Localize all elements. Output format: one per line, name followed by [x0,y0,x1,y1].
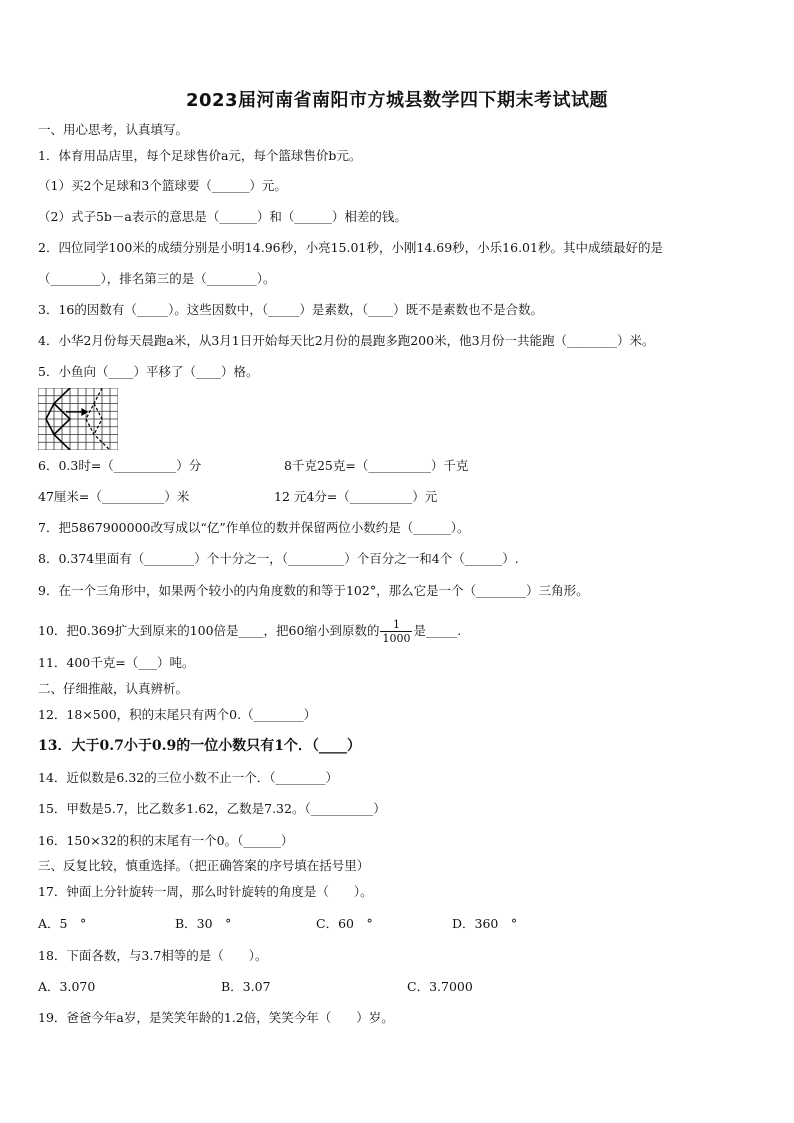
question-6-b: 8千克25克=（__________）千克 [284,458,469,473]
question-7: 7．把5867900000改写成以“亿”作单位的数并保留两位小数约是（______）。 [38,520,470,535]
section-1-heading: 一、用心思考，认真填写。 [38,122,189,137]
question-17-option-b: B．30 ° [175,916,232,931]
question-18-option-a: A．3.070 [38,979,96,994]
question-1-part-2: （2）式子5b－a表示的意思是（______）和（______）相差的钱。 [38,209,407,224]
question-17-option-c: C．60 ° [316,916,373,931]
question-18-option-c: C．3.7000 [407,979,473,994]
translation-arrow-icon [66,409,87,415]
question-15: 15．甲数是5.7，比乙数多1.62，乙数是7.32。（__________） [38,801,386,816]
question-1-part-1: （1）买2个足球和3个篮球要（______）元。 [38,178,287,193]
question-10-prefix: 10．把0.369扩大到原来的100倍是____，把60缩小到原数的 [38,623,380,638]
question-12: 12．18×500，积的末尾只有两个0.（________） [38,707,317,722]
question-4: 4．小华2月份每天晨跑a米，从3月1日开始每天比2月份的晨跑多跑200米，他3月份一共能跑（________）米。 [38,333,655,348]
question-11: 11．400千克=（___）吨。 [38,655,195,670]
question-8: 8．0.374里面有（________）个十分之一，（_________）个百分之一和4个（______）. [38,551,519,566]
question-18-option-b: B．3.07 [221,979,271,994]
question-6-c: 47厘米=（__________）米 [38,489,190,504]
fraction-numerator: 1 [380,618,412,632]
question-13: 13．大于0.7小于0.9的一位小数只有1个．（____） [38,738,361,754]
question-3: 3．16的因数有（_____）。这些因数中，（_____）是素数，（____）既不是素数也不是合数。 [38,302,544,317]
question-10 [38,618,461,645]
question-2-line-1: 2．四位同学100米的成绩分别是小明14.96秒，小亮15.01秒，小刚14.69秒，小乐16.01秒。其中成绩最好的是 [38,240,663,255]
question-6-a: 6．0.3时=（__________）分 [38,458,202,473]
fraction-one-thousandth [380,618,412,645]
section-2-heading: 二、仔细推敲，认真辨析。 [38,681,189,696]
question-6-d: 12 元4分=（__________）元 [274,489,438,504]
question-17: 17．钟面上分针旋转一周，那么时针旋转的角度是（ ）。 [38,884,373,899]
question-2-line-2: （________），排名第三的是（________）。 [38,271,276,286]
section-3-heading: 三、反复比较，慎重选择。（把正确答案的序号填在括号里） [38,858,370,873]
question-19: 19．爸爸今年a岁，是笑笑年龄的1.2倍，笑笑今年（ ）岁。 [38,1010,394,1025]
fraction-denominator: 1000 [382,632,411,645]
fish-translation-grid [38,388,118,450]
page-title: 2023届河南省南阳市方城县数学四下期末考试试题 [185,90,609,111]
question-10-suffix: 是_____. [413,623,462,638]
question-18: 18．下面各数，与3.7相等的是（ ）。 [38,948,268,963]
question-5: 5．小鱼向（____）平移了（____）格。 [38,364,259,379]
question-1: 1．体育用品店里，每个足球售价a元，每个篮球售价b元。 [38,148,362,163]
question-17-option-a: A．5 ° [38,916,87,931]
question-14: 14．近似数是6.32的三位小数不止一个．（________） [38,770,338,785]
question-16: 16．150×32的积的末尾有一个0。（______） [38,833,294,848]
question-17-option-d: D．360 ° [452,916,518,931]
question-9: 9．在一个三角形中，如果两个较小的内角度数的和等于102°，那么它是一个（________）三角形。 [38,583,589,598]
